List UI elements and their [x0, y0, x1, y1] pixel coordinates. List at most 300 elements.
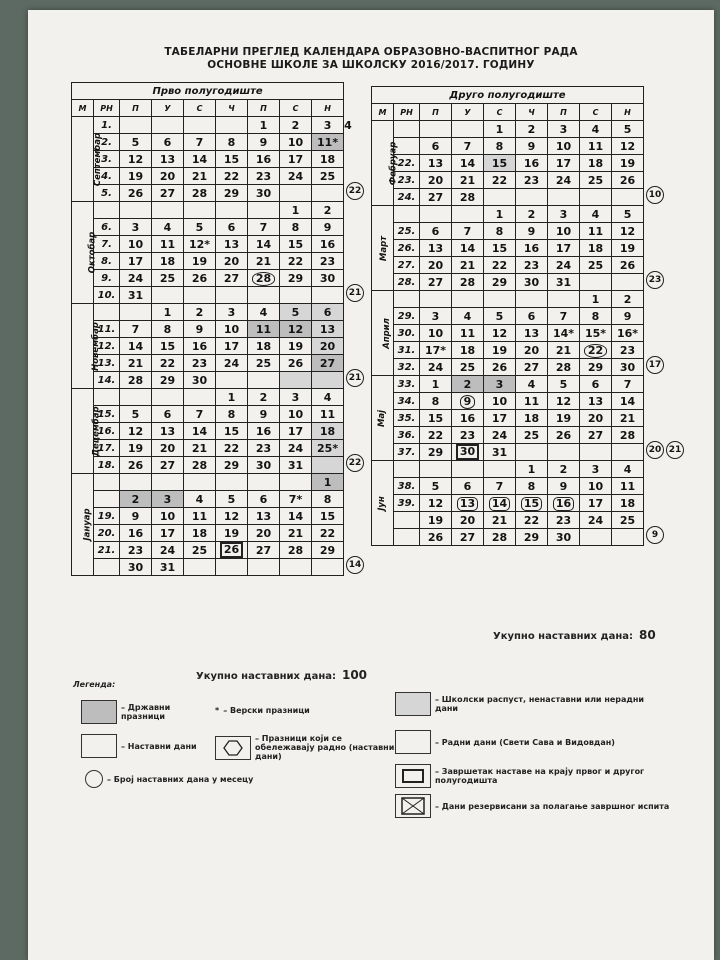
day-cell: 26: [612, 257, 644, 274]
day-cell: [516, 444, 548, 461]
day-cell: 27: [152, 457, 184, 474]
day-cell: 5: [120, 134, 152, 151]
day-cell: 15: [216, 151, 248, 168]
day-header: П: [120, 100, 152, 117]
day-cell: 3: [548, 121, 580, 138]
day-cell: 4: [516, 376, 548, 393]
legend-count-text: – Број наставних дана у месецу: [107, 774, 254, 784]
table-row: [372, 359, 644, 376]
day-cell: 25: [184, 542, 216, 559]
second-total-label: Укупно наставних дана:: [493, 631, 633, 642]
non-working-swatch: [395, 730, 431, 754]
table-row: Септембар 1. 1 2 3 4: [72, 117, 344, 134]
week-number: [94, 389, 120, 406]
day-cell: 21: [612, 410, 644, 427]
day-cell: 18: [312, 151, 344, 168]
legend-religious: [215, 706, 375, 715]
table-row: [72, 406, 344, 423]
day-cell: 2: [248, 389, 280, 406]
day-cell: 26: [548, 427, 580, 444]
table-row: [72, 151, 344, 168]
day-cell: 14: [452, 240, 484, 257]
day-cell: 20: [420, 257, 452, 274]
week-number: 14.: [94, 372, 120, 389]
day-cell: 16: [312, 236, 344, 253]
week-number: [394, 461, 420, 478]
week-number: 20.: [94, 525, 120, 542]
legend-title: Легенда:: [73, 680, 116, 689]
day-cell: 28: [280, 542, 312, 559]
table-row: [372, 172, 644, 189]
day-cell: [248, 474, 280, 491]
first-total-value: 100: [341, 668, 368, 682]
day-cell: 30: [312, 270, 344, 287]
day-cell: 10: [420, 325, 452, 342]
day-cell: 30: [548, 529, 580, 546]
day-cell: 5: [216, 491, 248, 508]
day-cell: 23: [516, 172, 548, 189]
week-number: 21.: [94, 542, 120, 559]
table-row: [72, 525, 344, 542]
table-row: [72, 270, 344, 287]
day-cell: [548, 444, 580, 461]
day-cell: 8: [516, 478, 548, 495]
week-number: 25.: [394, 223, 420, 240]
day-cell: 15*: [580, 325, 612, 342]
day-cell: 11: [248, 321, 280, 338]
day-cell: 22: [580, 342, 612, 359]
month-label: Децембар: [72, 389, 94, 474]
week-number: 24.: [394, 189, 420, 206]
day-cell: 23: [452, 427, 484, 444]
week-number: [394, 291, 420, 308]
day-cell: 12: [612, 223, 644, 240]
day-cell: 31: [280, 457, 312, 474]
month-label: Септембар: [72, 117, 94, 202]
day-header: Н: [312, 100, 344, 117]
second-total-value: 80: [638, 628, 656, 642]
legend-end-term-text: – Завршетак наставе на крају првог и другог полугодишта: [435, 767, 645, 785]
day-cell: 2: [452, 376, 484, 393]
table-row: [72, 202, 344, 219]
day-cell: 17: [548, 240, 580, 257]
day-cell: 19: [548, 410, 580, 427]
day-cell: 17: [280, 151, 312, 168]
table-row: [372, 342, 644, 359]
day-cell: 15: [484, 155, 516, 172]
day-cell: 14: [184, 151, 216, 168]
day-cell: 27: [516, 359, 548, 376]
table-row: [72, 423, 344, 440]
day-cell: 2: [516, 206, 548, 223]
legend-holidays-worked: [215, 734, 395, 761]
day-cell: [580, 274, 612, 291]
day-cell: 8: [280, 219, 312, 236]
legend-non-working: [395, 730, 675, 754]
day-cell: 28: [248, 270, 280, 287]
day-cell: 20: [216, 253, 248, 270]
table-row: [72, 542, 344, 559]
day-header: С: [580, 104, 612, 121]
day-cell: 8: [216, 406, 248, 423]
day-cell: [248, 287, 280, 304]
day-header: У: [152, 100, 184, 117]
day-cell: 8: [420, 393, 452, 410]
day-cell: [184, 287, 216, 304]
table-row: [372, 189, 644, 206]
teaching-swatch: [81, 734, 117, 758]
day-cell: 14: [484, 495, 516, 512]
day-cell: [280, 474, 312, 491]
day-cell: 1: [216, 389, 248, 406]
day-cell: [420, 206, 452, 223]
day-header: П: [248, 100, 280, 117]
day-cell: 6: [248, 491, 280, 508]
worked-holiday-swatch: [215, 736, 251, 760]
day-cell: 22: [420, 427, 452, 444]
month-day-count: 21: [346, 284, 364, 302]
day-cell: 21: [248, 253, 280, 270]
day-cell: 1: [420, 376, 452, 393]
day-cell: 26: [280, 355, 312, 372]
day-cell: [152, 202, 184, 219]
week-number: 39.: [394, 495, 420, 512]
table-row: [72, 134, 344, 151]
table-row: [72, 185, 344, 202]
day-cell: [484, 461, 516, 478]
day-cell: 13: [452, 495, 484, 512]
day-cell: 21: [452, 172, 484, 189]
day-cell: 3: [152, 491, 184, 508]
month-day-count: 20: [646, 441, 664, 459]
day-cell: 20: [516, 342, 548, 359]
day-cell: 5: [612, 206, 644, 223]
day-cell: 22: [216, 440, 248, 457]
day-cell: 18: [580, 155, 612, 172]
day-cell: 24: [280, 440, 312, 457]
legend: [73, 680, 703, 830]
month-label: Јануар: [72, 474, 94, 576]
day-cell: 21: [120, 355, 152, 372]
document-title: [28, 46, 714, 72]
day-cell: [420, 291, 452, 308]
day-cell: 21: [280, 525, 312, 542]
table-row: [72, 321, 344, 338]
day-cell: [484, 291, 516, 308]
day-cell: 14: [248, 236, 280, 253]
day-cell: 19: [612, 155, 644, 172]
table-row: [372, 478, 644, 495]
day-cell: 1: [280, 202, 312, 219]
day-cell: [312, 372, 344, 389]
table-row: [72, 219, 344, 236]
table-row: [372, 223, 644, 240]
day-cell: 5: [548, 376, 580, 393]
week-number: 33.: [394, 376, 420, 393]
month-day-count: 10: [646, 186, 664, 204]
table-row: [72, 491, 344, 508]
day-cell: [216, 202, 248, 219]
week-number: 18.: [94, 457, 120, 474]
table-row: [72, 440, 344, 457]
day-cell: 17: [484, 410, 516, 427]
day-cell: [152, 117, 184, 134]
table-row: [372, 257, 644, 274]
day-cell: [312, 457, 344, 474]
day-cell: 28: [120, 372, 152, 389]
day-cell: 30: [248, 457, 280, 474]
month-label: Фебруар: [372, 121, 394, 206]
day-cell: 11: [516, 393, 548, 410]
day-cell: 14*: [548, 325, 580, 342]
day-cell: 8: [216, 134, 248, 151]
day-cell: 5: [612, 121, 644, 138]
day-cell: 4: [580, 206, 612, 223]
day-cell: 23: [120, 542, 152, 559]
day-cell: 22: [280, 253, 312, 270]
day-cell: 27: [152, 185, 184, 202]
day-cell: 1: [580, 291, 612, 308]
day-cell: [452, 206, 484, 223]
day-cell: 8: [580, 308, 612, 325]
day-cell: 7: [612, 376, 644, 393]
week-number: 7.: [94, 236, 120, 253]
day-cell: 11: [184, 508, 216, 525]
day-cell: 19: [184, 253, 216, 270]
day-cell: 29: [152, 372, 184, 389]
day-cell: 10: [216, 321, 248, 338]
day-cell: 30: [248, 185, 280, 202]
day-cell: 4: [184, 491, 216, 508]
day-cell: 8: [152, 321, 184, 338]
day-cell: [312, 185, 344, 202]
day-header: С: [484, 104, 516, 121]
day-cell: 6: [152, 134, 184, 151]
day-cell: 17: [280, 423, 312, 440]
day-cell: 25: [312, 168, 344, 185]
day-cell: 26: [120, 457, 152, 474]
week-number: [94, 202, 120, 219]
day-cell: 1: [516, 461, 548, 478]
table-row: [372, 529, 644, 546]
day-cell: 27: [420, 189, 452, 206]
day-cell: 12: [548, 393, 580, 410]
day-cell: [612, 274, 644, 291]
day-cell: 18: [452, 342, 484, 359]
day-cell: 3: [312, 117, 344, 134]
day-cell: 5: [184, 219, 216, 236]
day-cell: 9: [120, 508, 152, 525]
holiday-swatch: [81, 700, 117, 724]
day-cell: 27: [580, 427, 612, 444]
day-cell: 8: [484, 138, 516, 155]
day-cell: 19: [216, 525, 248, 542]
day-cell: 10: [280, 406, 312, 423]
day-cell: 18: [152, 253, 184, 270]
day-cell: 12: [120, 151, 152, 168]
day-cell: 16: [548, 495, 580, 512]
day-cell: 2: [516, 121, 548, 138]
day-cell: 23: [184, 355, 216, 372]
week-number: 32.: [394, 359, 420, 376]
day-cell: 4: [248, 304, 280, 321]
day-cell: 30: [184, 372, 216, 389]
week-number: 31.: [394, 342, 420, 359]
day-cell: 24: [580, 512, 612, 529]
day-cell: 9: [612, 308, 644, 325]
day-cell: 10: [280, 134, 312, 151]
day-cell: 29: [484, 274, 516, 291]
week-number: 5.: [94, 185, 120, 202]
day-cell: 15: [280, 236, 312, 253]
day-cell: 27: [312, 355, 344, 372]
day-cell: 4: [580, 121, 612, 138]
day-cell: 24: [120, 270, 152, 287]
week-number: 3.: [94, 151, 120, 168]
day-cell: 10: [120, 236, 152, 253]
day-cell: [452, 291, 484, 308]
legend-teaching: [81, 734, 211, 758]
week-number: 4.: [94, 168, 120, 185]
break-swatch: [395, 692, 431, 716]
week-number: 36.: [394, 427, 420, 444]
day-cell: 27: [248, 542, 280, 559]
day-cell: [248, 372, 280, 389]
week-number: 34.: [394, 393, 420, 410]
day-cell: 16: [184, 338, 216, 355]
day-cell: 2: [548, 461, 580, 478]
day-cell: 13: [312, 321, 344, 338]
day-cell: 24: [548, 172, 580, 189]
day-cell: 22: [312, 525, 344, 542]
day-cell: 20: [452, 512, 484, 529]
day-cell: 26: [216, 542, 248, 559]
day-cell: 6: [516, 308, 548, 325]
legend-religious-text: – Верски празници: [223, 706, 310, 715]
day-cell: [484, 189, 516, 206]
day-cell: 13: [248, 508, 280, 525]
month-day-count: 21: [666, 441, 684, 459]
day-cell: [280, 185, 312, 202]
table-row: [372, 427, 644, 444]
day-header: П: [420, 104, 452, 121]
week-number: 29.: [394, 308, 420, 325]
day-cell: 9: [248, 134, 280, 151]
day-cell: 18: [580, 240, 612, 257]
week-number: [394, 206, 420, 223]
day-cell: 15: [484, 240, 516, 257]
month-day-count: 21: [346, 369, 364, 387]
table-row: [72, 474, 344, 491]
table-row: [72, 355, 344, 372]
day-cell: 12: [216, 508, 248, 525]
day-cell: 16: [452, 410, 484, 427]
day-cell: 14: [120, 338, 152, 355]
day-cell: 21: [184, 440, 216, 457]
end-term-swatch: [395, 764, 431, 788]
day-cell: 25: [248, 355, 280, 372]
day-cell: 29: [580, 359, 612, 376]
second-semester-calendar: [371, 86, 644, 546]
title-line-1: ТАБЕЛАРНИ ПРЕГЛЕД КАЛЕНДАРА ОБРАЗОВНО-ВАСПИТНОГ РАДА: [164, 46, 578, 58]
day-cell: 24: [420, 359, 452, 376]
day-cell: 26: [484, 359, 516, 376]
day-header: М: [372, 104, 394, 121]
day-cell: 29: [216, 457, 248, 474]
day-cell: 30: [516, 274, 548, 291]
day-cell: [216, 117, 248, 134]
month-label: Април: [372, 291, 394, 376]
day-cell: 2: [312, 202, 344, 219]
day-cell: 13: [420, 240, 452, 257]
month-day-count: 9: [646, 526, 664, 544]
star-marker: *: [215, 706, 220, 715]
day-cell: 3: [120, 219, 152, 236]
day-cell: [548, 189, 580, 206]
day-cell: 5: [484, 308, 516, 325]
day-cell: 20: [248, 525, 280, 542]
table-row: [72, 559, 344, 576]
day-cell: 8: [312, 491, 344, 508]
day-cell: 10: [548, 223, 580, 240]
table-row: [372, 325, 644, 342]
day-cell: 3: [484, 376, 516, 393]
month-day-count: 17: [646, 356, 664, 374]
day-cell: 21: [184, 168, 216, 185]
day-cell: [152, 287, 184, 304]
day-cell: 17: [580, 495, 612, 512]
day-cell: 29: [420, 444, 452, 461]
legend-teaching-text: – Наставни дани: [121, 741, 197, 751]
day-cell: 16: [120, 525, 152, 542]
week-number: [94, 304, 120, 321]
legend-holidays-worked-text: – Празници који се обележавају радно (наставни дани): [255, 734, 395, 761]
table-row: [72, 389, 344, 406]
table-row: [372, 121, 644, 138]
day-cell: 26: [184, 270, 216, 287]
day-cell: [452, 121, 484, 138]
table-row: [372, 308, 644, 325]
legend-end-term: [395, 764, 675, 788]
day-cell: [120, 117, 152, 134]
day-cell: 16*: [612, 325, 644, 342]
legend-holiday-text: – Државни празници: [121, 703, 171, 721]
table-row: [372, 155, 644, 172]
day-cell: 26: [120, 185, 152, 202]
day-cell: 24: [216, 355, 248, 372]
day-cell: 17: [548, 155, 580, 172]
table-row: [372, 206, 644, 223]
day-cell: 24: [484, 427, 516, 444]
day-cell: 18: [516, 410, 548, 427]
day-cell: 30: [452, 444, 484, 461]
day-cell: 6: [420, 223, 452, 240]
month-label: Новембар: [72, 304, 94, 389]
day-cell: 20: [152, 440, 184, 457]
day-cell: 14: [612, 393, 644, 410]
day-cell: 31: [152, 559, 184, 576]
day-cell: 2: [120, 491, 152, 508]
day-cell: 19: [484, 342, 516, 359]
day-cell: [216, 559, 248, 576]
table-row: [372, 240, 644, 257]
day-cell: 21: [548, 342, 580, 359]
semester-title: Прво полугодиште: [72, 83, 344, 100]
table-row: [372, 138, 644, 155]
day-cell: [312, 287, 344, 304]
day-cell: 13: [420, 155, 452, 172]
legend-non-working-text: – Радни дани (Свети Сава и Видовдан): [435, 737, 615, 747]
